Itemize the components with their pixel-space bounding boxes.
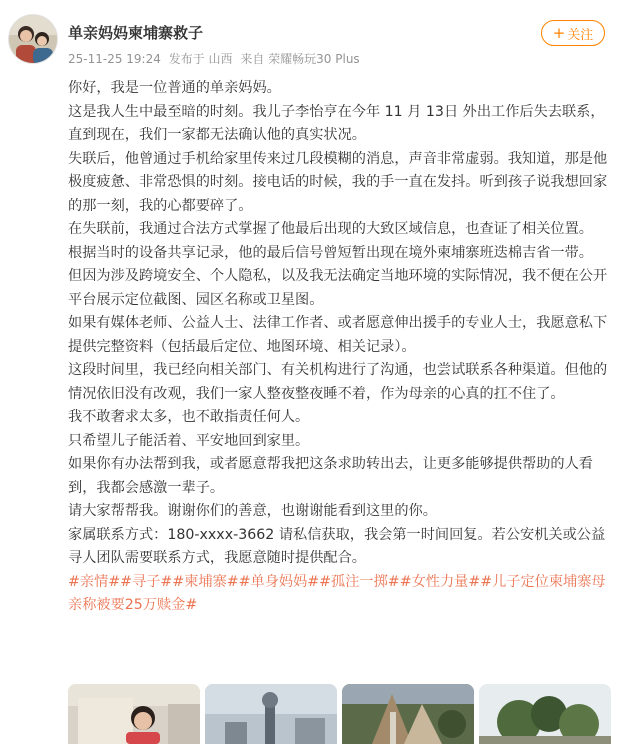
username[interactable]: 单亲妈妈柬埔寨救子 [68,24,204,42]
paragraph: 失联后，他曾通过手机给家里传来过几段模糊的消息，声音非常虚弱。我知道，那是他极度疲惫、非常恐惧的时刻。接电话的时候，我的手一直在发抖。听到孩子说我想回家的那一刻，我的心都要碎了。 [68,150,608,214]
paragraph: 我不敢奢求太多，也不敢指责任何人。 [68,409,310,425]
paragraph: 这是我人生中最至暗的时刻。我儿子李怡亨在今年 11 月 13日 外出工作后失去联系，直到现在，我们一家都无法确认他的真实状况。 [68,103,605,143]
paragraph: 家属联系方式：180-xxxx-3662 请私信获取，我会第一时间回复。若公安机关或公益寻人团队需要联系方式，我愿意随时提供配合。 [68,526,606,566]
paragraph: 这段时间里，我已经向相关部门、有关机构进行了沟通，也尝试联系各种渠道。但他的情况依旧没有改观，我们一家人整夜整夜睡不着，作为母亲的心真的扛不住了。 [68,362,608,402]
hashtags[interactable]: #亲情##寻子##柬埔寨##单身妈妈##孤注一掷##女性力量##儿子定位柬埔寨母亲称被要25万赎金# [68,573,606,613]
timestamp: 25-11-25 19:24 [68,52,161,66]
paragraph: 如果你有办法帮到我，或者愿意帮我把这条求助转出去，让更多能够提供帮助的人看到，我都会感激一辈子。 [68,456,593,496]
follow-button[interactable] [541,20,605,46]
avatar[interactable] [8,14,58,64]
photo-thumbnail[interactable] [68,684,200,744]
plus-icon: + [552,23,566,42]
photo-thumbnail[interactable] [342,684,474,744]
follow-label: 关注 [567,27,594,43]
paragraph: 你好，我是一位普通的单亲妈妈。 [68,80,281,96]
paragraph: 但因为涉及跨境安全、个人隐私，以及我无法确定当地环境的实际情况，我不便在公开平台展示定位截图、园区名称或卫星图。 [68,268,608,308]
paragraph: 在失联前，我通过合法方式掌握了他最后出现的大致区域信息，也查证了相关位置。 [68,221,593,237]
photo-thumbnail[interactable] [479,684,611,744]
image-gallery [68,684,617,744]
photo-thumbnail[interactable] [205,684,337,744]
post-header [0,0,617,78]
location: 发布于 山西 [168,52,233,66]
paragraph: 请大家帮帮我。谢谢你们的善意，也谢谢能看到这里的你。 [68,503,437,519]
paragraph: 只希望儿子能活着、平安地回到家里。 [68,432,310,449]
post-content [68,77,612,618]
paragraph: 如果有媒体老师、公益人士、法律工作者、或者愿意伸出援手的专业人士，我愿意私下提供完整资料（包括最后定位、地图环境、相关记录）。 [68,315,608,355]
post-meta [68,50,364,67]
paragraph: 根据当时的设备共享记录，他的最后信号曾短暂出现在境外柬埔寨班迭棉吉省一带。 [68,244,593,261]
device: 来自 荣耀畅玩30 Plus [240,52,360,66]
